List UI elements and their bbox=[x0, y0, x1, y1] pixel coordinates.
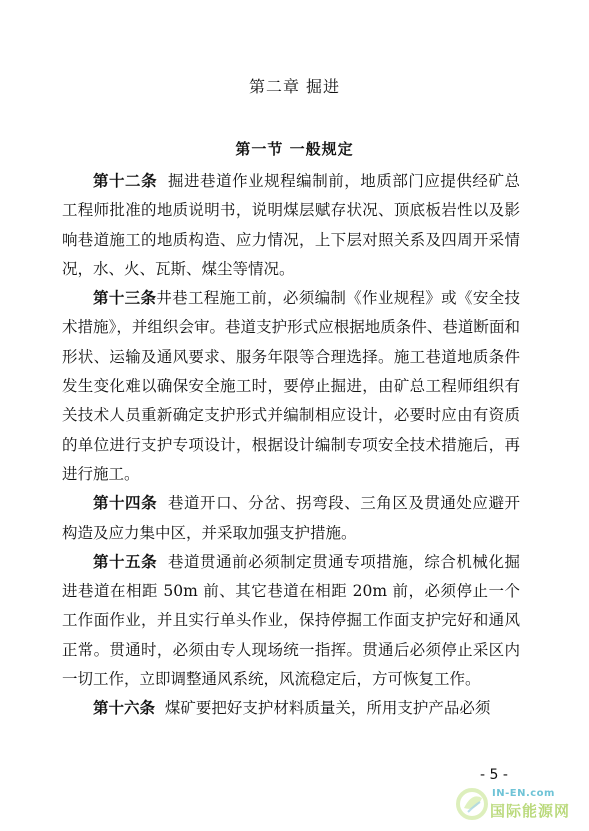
section-title: 第一节 一般规定 bbox=[235, 140, 354, 158]
article-label: 第十三条 bbox=[93, 289, 157, 308]
article-label: 第十二条 bbox=[93, 172, 158, 190]
document-body bbox=[62, 167, 520, 724]
article-text: 掘进巷道作业规程编制前，地质部门应提供经矿总工程师批准的地质说明书，说明煤层赋存状况、顶底板岩性以及影响巷道施工的地质构造、应力情况，上下层对照关系及四周开采情况，水、火、瓦斯、煤尘等情况。 bbox=[62, 172, 520, 278]
chapter-title: 第二章 掘进 bbox=[248, 77, 341, 96]
article-label: 第十五条 bbox=[93, 552, 158, 571]
article-label: 第十四条 bbox=[93, 494, 158, 513]
article-16 bbox=[62, 694, 520, 723]
article-13 bbox=[62, 284, 520, 489]
article-text: 巷道开口、分岔、拐弯段、三角区及贯通处应避开构造及应力集中区，并采取加强支护措施。 bbox=[62, 494, 520, 542]
watermark-domain: IN-EN.com bbox=[492, 788, 555, 799]
watermark-site-name: 国际能源网 bbox=[490, 802, 571, 820]
article-label: 第十六条 bbox=[93, 699, 156, 718]
article-14 bbox=[62, 489, 520, 548]
article-15 bbox=[62, 548, 520, 694]
watermark bbox=[452, 782, 582, 826]
article-text: 煤矿要把好支护材料质量关，所用支护产品必须 bbox=[164, 699, 491, 718]
article-12 bbox=[62, 167, 520, 284]
page-number: - 5 - bbox=[480, 767, 508, 783]
article-text: 井巷工程施工前，必须编制《作业规程》或《安全技术措施》，并组织会审。巷道支护形式应根据地质条件、巷道断面和形状、运输及通风要求、服务年限等合理选择。施工巷道地质条件发生变化难以确保安全施工时，要停止掘进，由矿总工程师组织有关技术人员重新确定支护形式并编制相应设计，必要时应由有资质的单位进行支护专项设计，根据设计编制专项安全技术措施后，再进行施工。 bbox=[62, 289, 520, 483]
article-text: 巷道贯通前必须制定贯通专项措施，综合机械化掘进巷道在相距 50m 前、其它巷道在相距 20m 前，必须停止一个工作面作业，并且实行单头作业，保持停掘工作面支护完好和通风正常。贯通时，必须由专人现场统一指挥。贯通后必须停止采区内一切工作，立即调整通风系统，风流稳定后，方可恢复工作。 bbox=[62, 552, 520, 689]
leaf-logo-icon bbox=[454, 786, 490, 822]
